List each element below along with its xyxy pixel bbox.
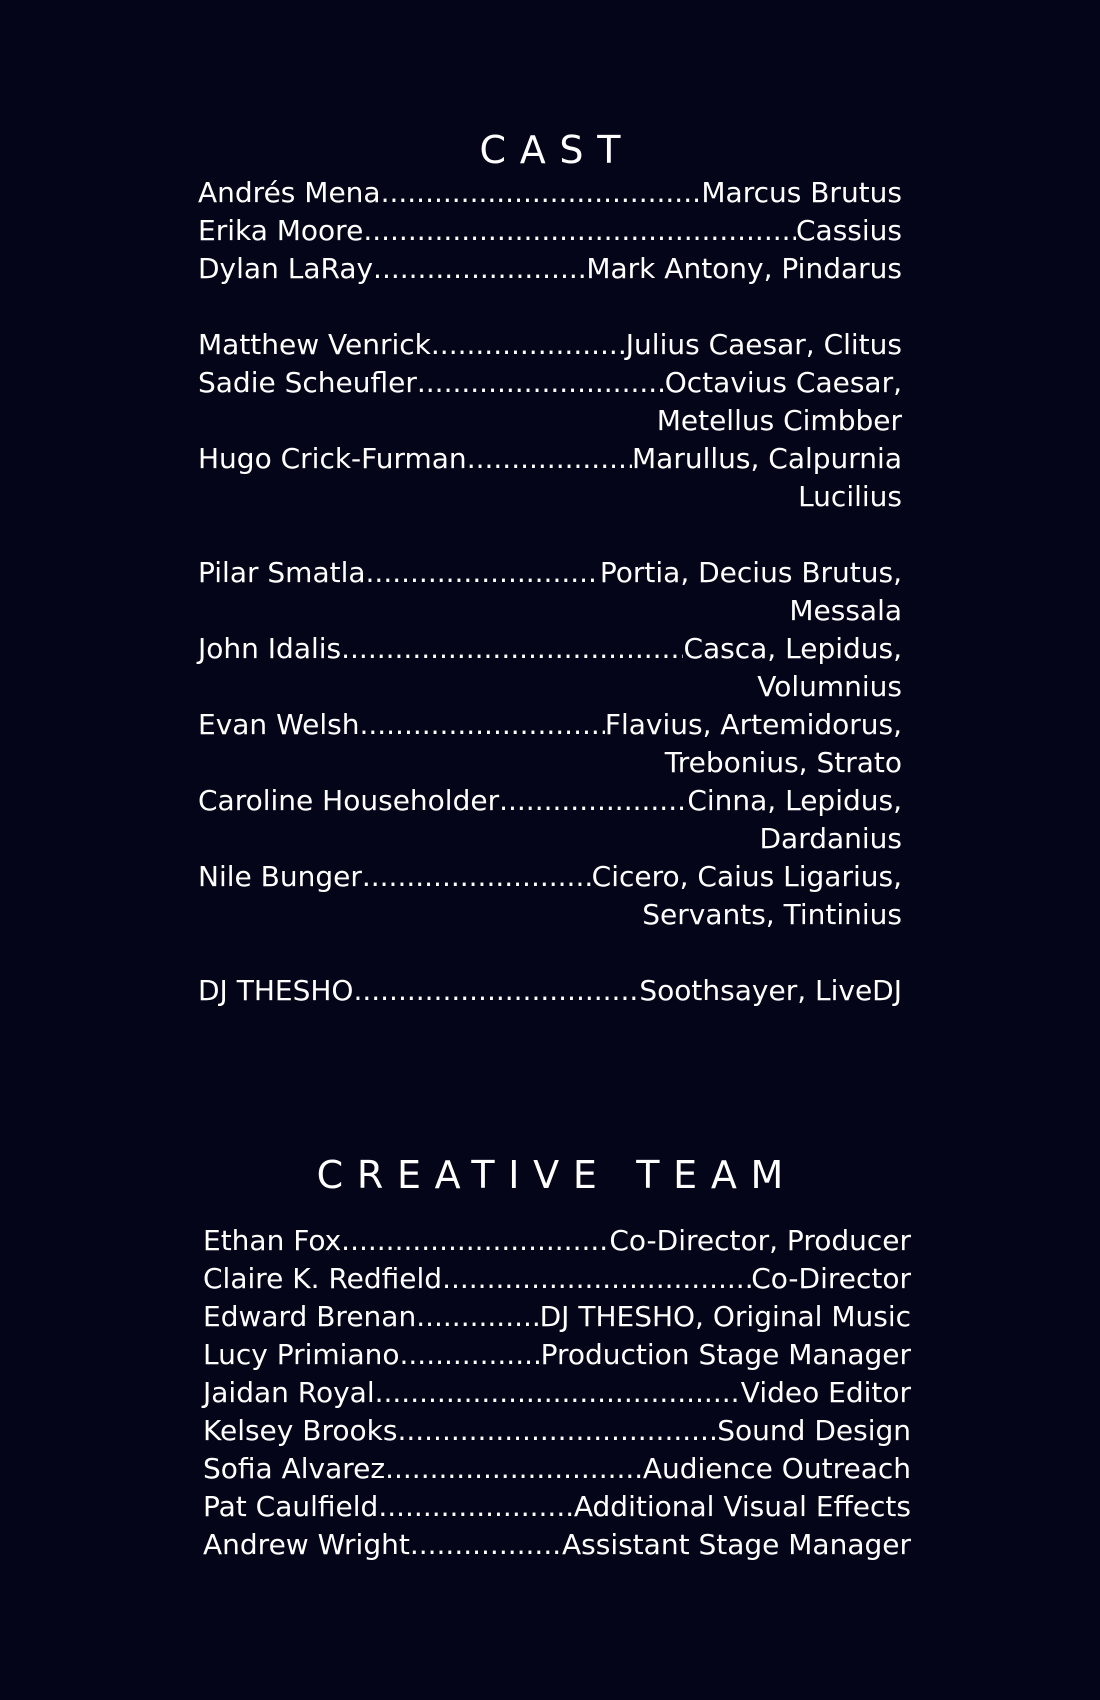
cast-entry-line bbox=[198, 972, 902, 1010]
dot-leader bbox=[381, 174, 702, 212]
creative-entry-line bbox=[203, 1298, 911, 1336]
character-role: Cicero, Caius Ligarius, bbox=[591, 860, 902, 893]
member-name: Jaidan Royal bbox=[203, 1376, 375, 1409]
dot-leader bbox=[353, 972, 639, 1010]
character-role-continued: Trebonius, Strato bbox=[664, 746, 902, 779]
member-name: Kelsey Brooks bbox=[203, 1414, 398, 1447]
character-role-continued: Dardanius bbox=[759, 822, 902, 855]
member-name: Ethan Fox bbox=[203, 1224, 342, 1257]
character-role: Marcus Brutus bbox=[701, 176, 902, 209]
dot-leader bbox=[341, 630, 683, 668]
dot-leader bbox=[359, 706, 604, 744]
actor-name: Erika Moore bbox=[198, 214, 364, 247]
cast-entry-line bbox=[198, 364, 902, 402]
actor-name: Hugo Crick-Furman bbox=[198, 442, 467, 475]
character-role-continued: Metellus Cimbber bbox=[656, 404, 902, 437]
dot-leader bbox=[431, 326, 626, 364]
dot-leader bbox=[400, 1336, 541, 1374]
member-role: Assistant Stage Manager bbox=[561, 1528, 911, 1561]
dot-leader bbox=[397, 1412, 717, 1450]
dot-leader bbox=[499, 782, 687, 820]
creative-team-heading: CREATIVE TEAM bbox=[316, 1153, 797, 1197]
actor-name: DJ THESHO bbox=[198, 974, 354, 1007]
cast-entry-line bbox=[198, 706, 902, 744]
creative-entry bbox=[203, 1260, 911, 1298]
dot-leader bbox=[410, 1526, 562, 1564]
cast-entry-line bbox=[198, 630, 902, 668]
creative-entry bbox=[203, 1488, 911, 1526]
cast-entry bbox=[198, 440, 902, 516]
dot-leader bbox=[375, 1374, 741, 1412]
cast-entry-line bbox=[198, 858, 902, 896]
cast-entry bbox=[198, 972, 902, 1010]
actor-name: Andrés Mena bbox=[198, 176, 381, 209]
character-role: Cassius bbox=[796, 214, 902, 247]
cast-entry bbox=[198, 858, 902, 934]
cast-entry bbox=[198, 706, 902, 782]
member-name: Andrew Wright bbox=[203, 1528, 410, 1561]
dot-leader bbox=[378, 1488, 574, 1526]
cast-list bbox=[198, 174, 902, 1010]
cast-entry bbox=[198, 630, 902, 706]
member-role: Audience Outreach bbox=[642, 1452, 911, 1485]
member-role: Additional Visual Effects bbox=[573, 1490, 911, 1523]
dot-leader bbox=[373, 250, 586, 288]
member-role: Co-Director bbox=[751, 1262, 911, 1295]
dot-leader bbox=[363, 212, 796, 250]
dot-leader bbox=[341, 1222, 609, 1260]
character-role: Octavius Caesar, bbox=[664, 366, 902, 399]
cast-entry-line bbox=[198, 782, 902, 820]
actor-name: John Idalis bbox=[198, 632, 342, 665]
creative-entry bbox=[203, 1412, 911, 1450]
character-role-continued: Lucilius bbox=[798, 480, 902, 513]
creative-entry-line bbox=[203, 1488, 911, 1526]
dot-leader bbox=[467, 440, 632, 478]
cast-entry bbox=[198, 174, 902, 212]
cast-entry-line bbox=[198, 326, 902, 364]
creative-entry bbox=[203, 1222, 911, 1260]
character-role: Casca, Lepidus, bbox=[683, 632, 902, 665]
cast-entry-line bbox=[198, 440, 902, 478]
actor-name: Evan Welsh bbox=[198, 708, 360, 741]
creative-entry-line bbox=[203, 1450, 911, 1488]
member-name: Sofia Alvarez bbox=[203, 1452, 386, 1485]
cast-entry bbox=[198, 212, 902, 250]
actor-name: Matthew Venrick bbox=[198, 328, 431, 361]
creative-entry bbox=[203, 1526, 911, 1564]
cast-entry bbox=[198, 250, 902, 288]
creative-entry-line bbox=[203, 1222, 911, 1260]
cast-entry bbox=[198, 554, 902, 630]
dot-leader bbox=[442, 1260, 751, 1298]
character-role: Cinna, Lepidus, bbox=[687, 784, 902, 817]
creative-entry bbox=[203, 1450, 911, 1488]
member-name: Lucy Primiano bbox=[203, 1338, 400, 1371]
character-role: Soothsayer, LiveDJ bbox=[639, 974, 902, 1007]
creative-entry bbox=[203, 1298, 911, 1336]
actor-name: Dylan LaRay bbox=[198, 252, 374, 285]
cast-entry-line bbox=[198, 250, 902, 288]
creative-entry bbox=[203, 1336, 911, 1374]
character-role: Julius Caesar, Clitus bbox=[625, 328, 902, 361]
cast-entry-line bbox=[198, 212, 902, 250]
character-role: Portia, Decius Brutus, bbox=[599, 556, 902, 589]
cast-entry-line bbox=[198, 554, 902, 592]
character-role-continued: Servants, Tintinius bbox=[642, 898, 902, 931]
creative-entry-line bbox=[203, 1412, 911, 1450]
member-role: DJ THESHO, Original Music bbox=[539, 1300, 911, 1333]
actor-name: Nile Bunger bbox=[198, 860, 362, 893]
character-role: Marullus, Calpurnia bbox=[632, 442, 902, 475]
member-role: Sound Design bbox=[717, 1414, 911, 1447]
member-name: Claire K. Redfield bbox=[203, 1262, 443, 1295]
dot-leader bbox=[366, 554, 600, 592]
cast-entry bbox=[198, 364, 902, 440]
dot-leader bbox=[362, 858, 592, 896]
dot-leader bbox=[417, 364, 665, 402]
cast-entry bbox=[198, 782, 902, 858]
member-role: Production Stage Manager bbox=[540, 1338, 911, 1371]
character-role: Flavius, Artemidorus, bbox=[604, 708, 902, 741]
member-name: Pat Caulfield bbox=[203, 1490, 379, 1523]
member-name: Edward Brenan bbox=[203, 1300, 417, 1333]
creative-team-list bbox=[203, 1222, 911, 1564]
character-role-continued: Volumnius bbox=[757, 670, 902, 703]
cast-entry bbox=[198, 326, 902, 364]
creative-entry-line bbox=[203, 1374, 911, 1412]
member-role: Co-Director, Producer bbox=[609, 1224, 911, 1257]
actor-name: Pilar Smatla bbox=[198, 556, 366, 589]
dot-leader bbox=[416, 1298, 539, 1336]
character-role: Mark Antony, Pindarus bbox=[586, 252, 902, 285]
actor-name: Sadie Scheufler bbox=[198, 366, 417, 399]
creative-entry-line bbox=[203, 1526, 911, 1564]
actor-name: Caroline Householder bbox=[198, 784, 500, 817]
creative-entry-line bbox=[203, 1336, 911, 1374]
creative-entry-line bbox=[203, 1260, 911, 1298]
creative-entry bbox=[203, 1374, 911, 1412]
cast-heading: CAST bbox=[479, 128, 635, 172]
cast-entry-line bbox=[198, 174, 902, 212]
member-role: Video Editor bbox=[740, 1376, 911, 1409]
character-role-continued: Messala bbox=[789, 594, 902, 627]
dot-leader bbox=[385, 1450, 643, 1488]
